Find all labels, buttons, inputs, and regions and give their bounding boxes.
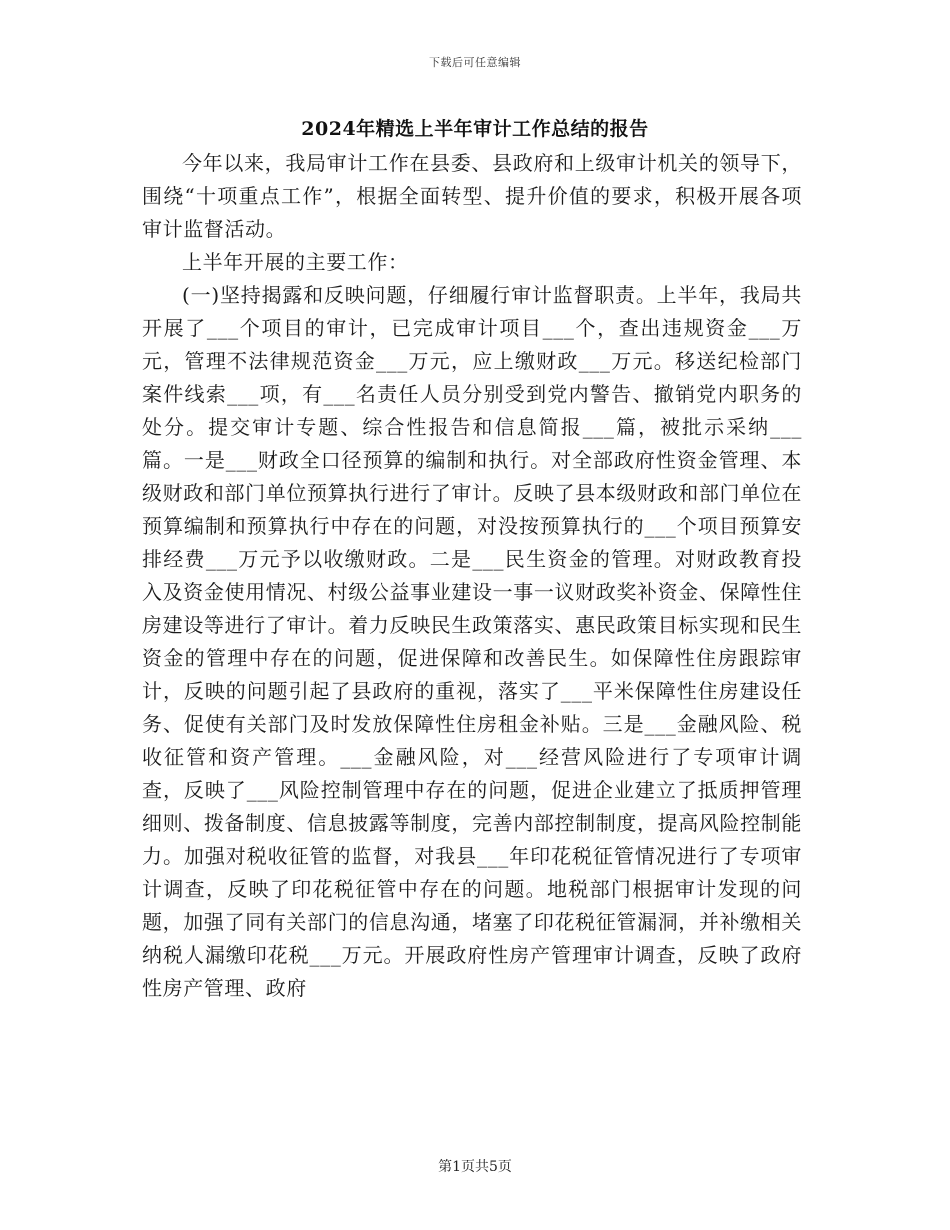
- paragraph-main-work-heading: 上半年开展的主要工作：: [182, 250, 409, 274]
- document-title: 2024年精选上半年审计工作总结的报告: [301, 118, 649, 140]
- header-note: 下载后可任意编辑: [429, 56, 521, 69]
- paragraph-section-one: (一)坚持揭露和反映问题，仔细履行审计监督职责。上半年，我局共开展了___个项目的审计，已完成审计项目___个，查出违规资金___万元，管理不法律规范资金___万元，应上缴财政___万元。移送纪检部门案件线索___项，有___名责任人员分别受到党内警告、撤销党内职务的处分。提交审计专题、综合性报告和信息简报___篇，被批示采纳___篇。一是___财政全口径预算的编制和执行。对全部政府性资金管理、本级财政和部门单位预算执行进行了审计。反映了县本级财政和部门单位在预算编制和预算执行中存在的问题，对没按预算执行的___个项目预算安排经费___万元予以收缴财政。二是___民生资金的管理。对财政教育投入及资金使用情况、村级公益事业建设一事一议财政奖补资金、保障性住房建设等进行了审计。着力反映民生政策落实、惠民政策目标实现和民生资金的管理中存在的问题，促进保障和改善民生。如保障性住房跟踪审计，反映的问题引起了县政府的重视，落实了___平米保障性住房建设任务、促使有关部门及时发放保障性住房租金补贴。三是___金融风险、税收征管和资产管理。___金融风险，对___经营风险进行了专项审计调查，反映了___风险控制管理中存在的问题，促进企业建立了抵质押管理细则、拨备制度、信息披露等制度，完善内部控制制度，提高风险控制能力。加强对税收征管的监督，对我县___年印花税征管情况进行了专项审计调查，反映了印花税征管中存在的问题。地税部门根据审计发现的问题，加强了同有关部门的信息沟通，堵塞了印花税征管漏洞，并补缴相关纳税人漏缴印花税___万元。开展政府性房产管理审计调查，反映了政府性房产管理、政府: [142, 283, 802, 1000]
- document-body: [142, 147, 802, 1005]
- paragraph-intro: 今年以来，我局审计工作在县委、县政府和上级审计机关的领导下，围绕“十项重点工作”，根据全面转型、提升价值的要求，积极开展各项审计监督活动。: [142, 151, 802, 241]
- page-number: 第1页共5页: [438, 1159, 512, 1175]
